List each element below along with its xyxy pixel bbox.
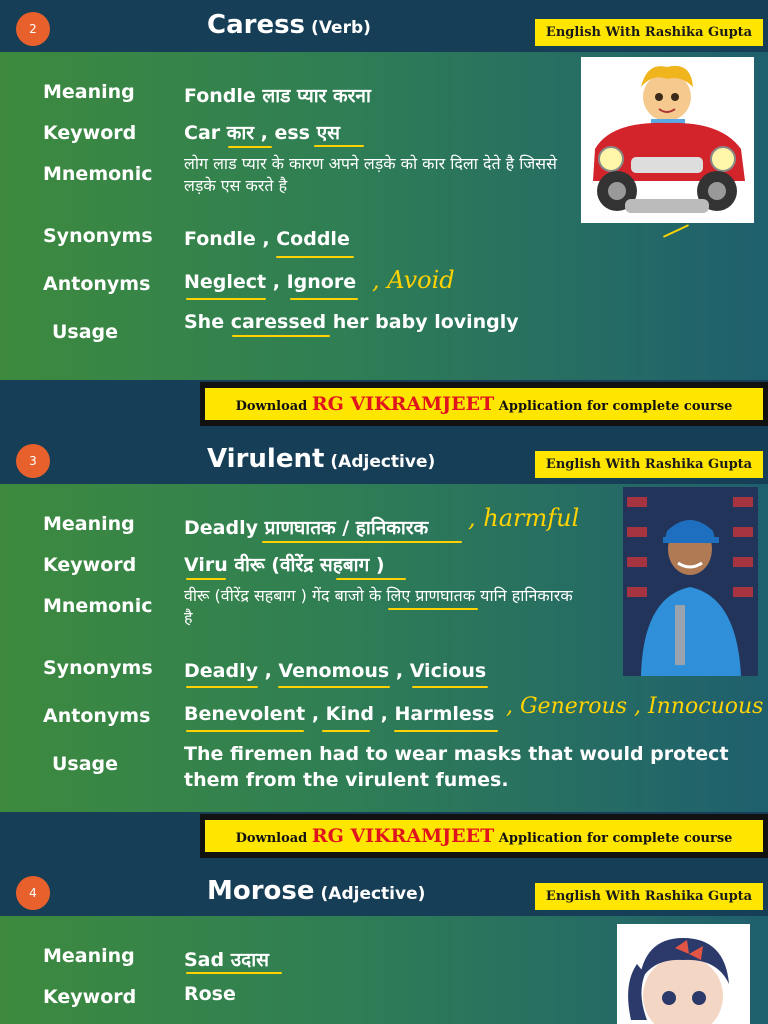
mnemonic-label: Mnemonic xyxy=(43,595,153,617)
synonyms-value: Deadly , Venomous , Vicious xyxy=(184,660,487,682)
card-number-badge: 4 xyxy=(16,876,50,910)
word-title xyxy=(207,10,371,40)
handwritten-meaning: , harmful xyxy=(468,504,580,532)
word-card-caress xyxy=(0,0,768,380)
meaning-underline xyxy=(262,541,462,543)
antonyms-underline xyxy=(186,298,266,300)
synonyms-underline-2 xyxy=(278,686,390,688)
keyword-underline-2 xyxy=(314,145,364,147)
card-body xyxy=(0,916,768,1024)
download-banner-text xyxy=(205,820,763,852)
synonyms-underline xyxy=(186,686,258,688)
mnemonic-underline xyxy=(388,608,478,610)
mnemonic-image-sad-girl xyxy=(617,924,750,1024)
meaning-label: Meaning xyxy=(43,81,135,103)
card-number-badge: 2 xyxy=(16,12,50,46)
banner-strip xyxy=(0,812,768,864)
mnemonic-image-car xyxy=(581,57,754,223)
keyword-underline xyxy=(228,146,272,148)
keyword-value: Car कार , ess एस xyxy=(184,122,340,144)
keyword-underline xyxy=(186,578,226,580)
word-card-virulent xyxy=(0,432,768,812)
mnemonic-value: वीरू (वीरेंद्र सहबाग ) गेंद बाजो के लिए प्राणघातक यानि हानिकारक है xyxy=(184,586,573,627)
download-pre: Download xyxy=(235,399,308,414)
boy-in-car-illustration xyxy=(581,57,754,223)
meaning-underline xyxy=(186,972,282,974)
download-banner[interactable] xyxy=(200,814,768,858)
card-header xyxy=(0,0,768,52)
usage-value: She caressed her baby lovingly xyxy=(184,311,519,333)
mnemonic-value: लोग लाड प्यार के कारण अपने लड़के को कार दिला देते है जिससे लड़के एस करते है xyxy=(184,154,557,195)
cricketer-photo xyxy=(623,487,758,676)
synonyms-label: Synonyms xyxy=(43,225,153,247)
brand-tag: English With Rashika Gupta xyxy=(535,19,763,46)
keyword-label: Keyword xyxy=(43,122,137,144)
meaning-label: Meaning xyxy=(43,945,135,967)
synonyms-label: Synonyms xyxy=(43,657,153,679)
mnemonic-label: Mnemonic xyxy=(43,163,153,185)
meaning-value: Fondle लाड प्यार करना xyxy=(184,85,371,107)
keyword-underline-2 xyxy=(336,578,406,580)
part-of-speech: (Verb) xyxy=(311,18,371,38)
card-number-badge: 3 xyxy=(16,444,50,478)
meaning-value: Sad उदास xyxy=(184,949,269,971)
word-card-morose xyxy=(0,864,768,1024)
card-body xyxy=(0,52,768,380)
part-of-speech: (Adjective) xyxy=(320,884,426,904)
meaning-value: Deadly प्राणघातक / हानिकारक xyxy=(184,517,429,539)
usage-value: The firemen had to wear masks that would protect them from the virulent fumes. xyxy=(184,743,729,791)
keyword-label: Keyword xyxy=(43,554,137,576)
part-of-speech: (Adjective) xyxy=(330,452,436,472)
word-title xyxy=(207,876,425,906)
usage-label: Usage xyxy=(52,321,119,343)
image-check-mark xyxy=(663,224,689,238)
keyword-value: Rose xyxy=(184,983,236,1005)
word-text: Caress xyxy=(207,10,306,40)
mnemonic-image-cricketer xyxy=(623,487,758,676)
download-post: Application for complete course xyxy=(498,831,733,846)
brand-tag: English With Rashika Gupta xyxy=(535,451,763,478)
keyword-label: Keyword xyxy=(43,986,137,1008)
antonyms-underline-2 xyxy=(322,730,370,732)
download-banner-text xyxy=(205,388,763,420)
antonyms-underline-3 xyxy=(394,730,498,732)
antonyms-label: Antonyms xyxy=(43,273,151,295)
keyword-value: Viru वीरू (वीरेंद्र सहबाग ) xyxy=(184,554,385,576)
antonyms-label: Antonyms xyxy=(43,705,151,727)
antonyms-underline-2 xyxy=(290,298,358,300)
antonyms-value: Neglect , Ignore xyxy=(184,271,357,293)
synonyms-underline-3 xyxy=(412,686,488,688)
download-post: Application for complete course xyxy=(498,399,733,414)
handwritten-antonym: , Avoid xyxy=(372,266,455,294)
antonyms-underline xyxy=(186,730,304,732)
word-title xyxy=(207,444,435,474)
card-header xyxy=(0,432,768,484)
card-header xyxy=(0,864,768,916)
download-app-name: RG VIKRAMJEET xyxy=(311,393,495,415)
word-text: Morose xyxy=(207,876,315,906)
synonyms-underline xyxy=(276,256,354,258)
usage-label: Usage xyxy=(52,753,119,775)
word-text: Virulent xyxy=(207,444,325,474)
antonyms-value: Benevolent , Kind , Harmless xyxy=(184,703,495,725)
download-banner[interactable] xyxy=(200,382,768,426)
brand-tag: English With Rashika Gupta xyxy=(535,883,763,910)
usage-underline xyxy=(232,335,330,337)
synonyms-value: Fondle , Coddle xyxy=(184,228,350,250)
card-body xyxy=(0,484,768,812)
banner-strip xyxy=(0,380,768,432)
handwritten-antonyms: , Generous , Innocuous xyxy=(506,694,764,719)
download-pre: Download xyxy=(235,831,308,846)
download-app-name: RG VIKRAMJEET xyxy=(311,825,495,847)
sad-girl-illustration xyxy=(617,924,750,1024)
meaning-label: Meaning xyxy=(43,513,135,535)
